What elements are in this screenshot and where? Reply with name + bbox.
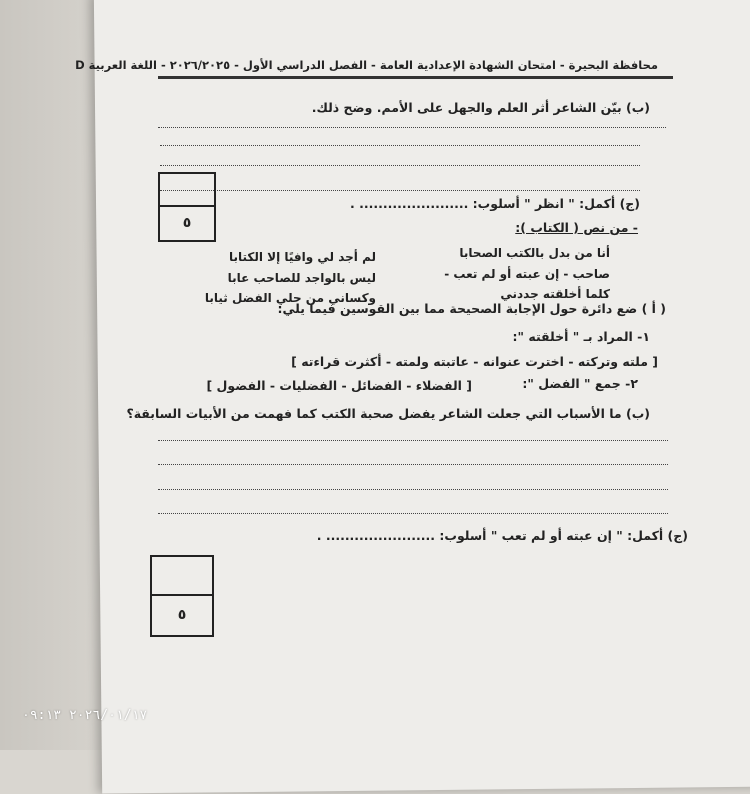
score-box-top [152, 557, 212, 596]
verse-3-left: وكساني من حلي الفضل ثيابا [204, 291, 376, 305]
answer-line-4[interactable] [160, 190, 640, 191]
score-box-1 [158, 172, 216, 242]
version-letter: D [75, 58, 85, 72]
answer-line-8[interactable] [158, 513, 668, 514]
question-2a1-options: [ ملته وتركته - اخترت عنوانه - عاتبته ولمته - أكثرت قراءته ] [291, 354, 658, 369]
header-title: محافظة البحيرة - امتحان الشهادة الإعدادية العامة - الفصل الدراسي الأول - ٢٠٢٦/٢٠٢٥ - اللغة العربية [88, 58, 658, 72]
verse-2-right: صاحب - إن عبته أو لم تعب - [444, 267, 610, 281]
score-value: ٥ [177, 607, 187, 623]
answer-line-1[interactable] [158, 127, 666, 128]
question-2b: (ب) ما الأسباب التي جعلت الشاعر يفضل صحبة الكتب كما فهمت من الأبيات السابقة؟ [126, 406, 650, 421]
verse-2-left: ليس بالواجد للصاحب عابا [227, 271, 376, 285]
question-2a: ( أ ) ضع دائرة حول الإجابة الصحيحة مما بين القوسين فيما يلي: [277, 301, 666, 316]
answer-line-3[interactable] [160, 165, 640, 166]
exam-header [75, 58, 658, 72]
photo-timestamp: ٢٠٢٦/٠١/١٧ ٠٩:١٣ [22, 708, 148, 723]
exam-paper [94, 0, 750, 794]
answer-line-6[interactable] [158, 464, 668, 465]
question-1c: (ج) أكمل: " انظر " أسلوب: ....................... . [350, 196, 640, 211]
question-2c: (ج) أكمل: " إن عبته أو لم تعب " أسلوب: ....................... . [316, 528, 688, 543]
score-box-2 [150, 555, 214, 637]
score-value: ٥ [182, 215, 192, 231]
question-2a1: ١- المراد بـ " أخلقته ": [512, 329, 650, 344]
answer-line-7[interactable] [158, 489, 668, 490]
verse-3-right: كلما أخلقته جددني [500, 287, 610, 301]
verse-1-right: أنا من بدل بالكتب الصحابا [459, 246, 610, 260]
answer-line-5[interactable] [158, 440, 668, 441]
question-2a2: ٢- جمع " الفضل ": [522, 376, 638, 391]
header-rule [158, 76, 673, 79]
text-title: - من نص ( الكتاب ): [515, 220, 638, 235]
answer-line-2[interactable] [160, 145, 640, 146]
score-box-top [160, 174, 214, 207]
question-1b: (ب) بيّن الشاعر أثر العلم والجهل على الأمم. وضح ذلك. [311, 100, 650, 115]
question-2a2-options: [ الفضلاء - الفضائل - الفضليات - الفضول ] [206, 378, 472, 393]
verse-1-left: لم أجد لي وافيًا إلا الكتابا [228, 250, 376, 264]
